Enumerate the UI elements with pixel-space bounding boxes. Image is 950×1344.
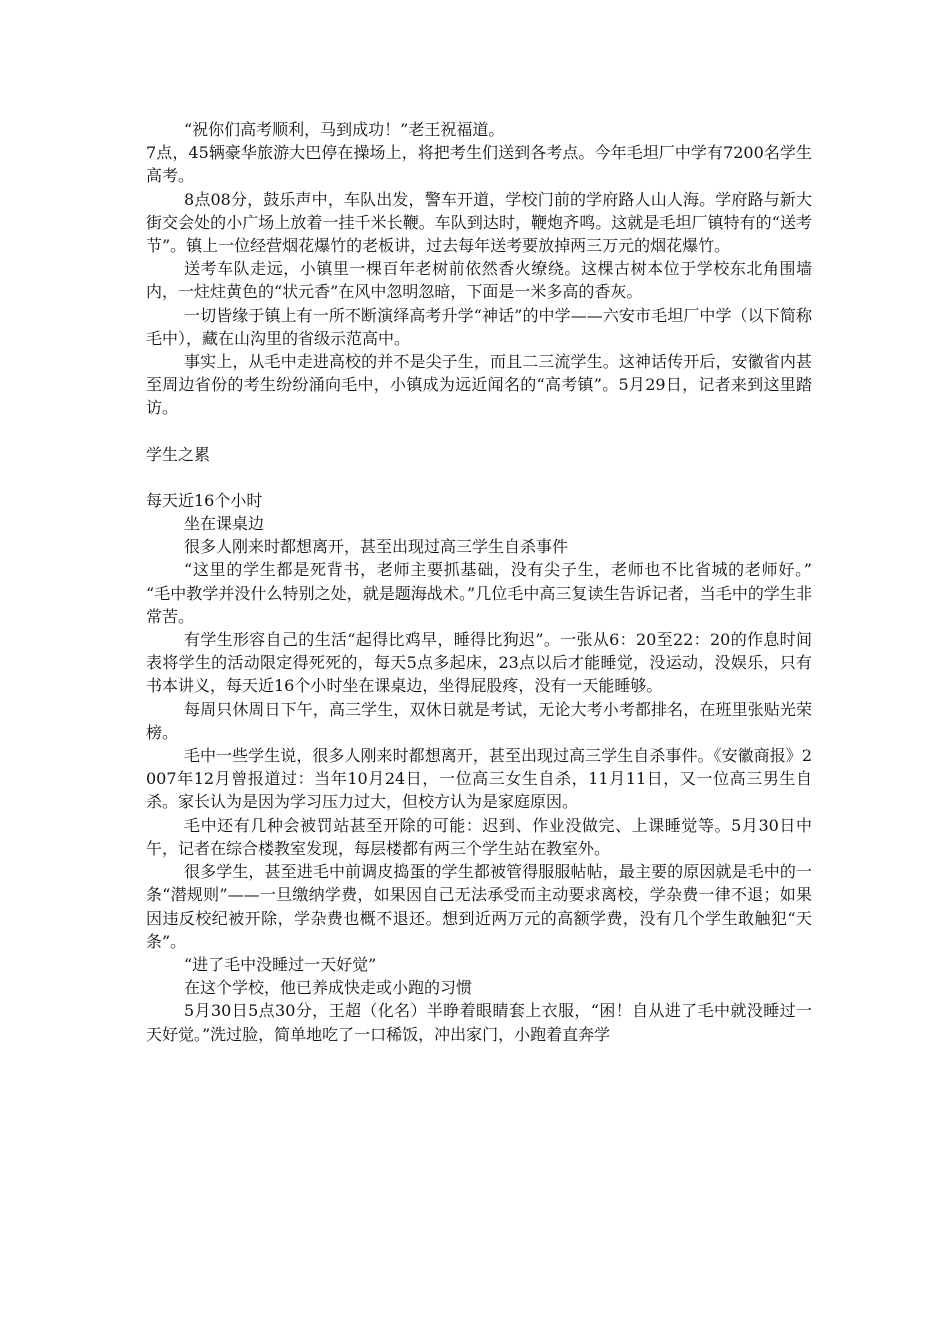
paragraph-schedule: 有学生形容自己的生活“起得比鸡早，睡得比狗迟”。一张从6：20至22：20的作息时间表将学生的活动限定得死死的，每天5点多起床，23点以后才能睡觉，没运动，没娱乐，只有书本讲义，每天近16个小时坐在课桌边，坐得屁股疼，没有一天能睡够。: [146, 630, 812, 696]
spacer: [146, 466, 812, 489]
paragraph-wang-chao: 5月30日5点30分，王超（化名）半睁着眼睛套上衣服，“困！自从进了毛中就没睡过一天好觉。”洗过脸，简单地吃了一口稀饭，冲出家门，小跑着直奔学: [146, 1001, 812, 1044]
paragraph-weekly-rest: 每周只休周日下午，高三学生，双休日就是考试，无论大考小考都排名，在班里张贴光荣榜。: [146, 699, 812, 742]
subhead-hours: 每天近16个小时: [146, 490, 263, 510]
paragraph-exam-town: 事实上，从毛中走进高校的并不是尖子生，而且二三流学生。这神话传开后，安徽省内甚至周边省份的考生纷纷涌向毛中，小镇成为远近闻名的“高考镇”。5月29日，记者来到这里踏访。: [146, 352, 812, 418]
subhead-desk: 坐在课桌边: [184, 514, 265, 534]
subhead-no-sleep: “进了毛中没睡过一天好觉”: [184, 954, 377, 974]
section-title: 学生之累: [146, 444, 211, 464]
paragraph-convoy: 8点08分，鼓乐声中，车队出发，警车开道，学校门前的学府路人山人海。学府路与新大街交会处的小广场上放着一挂千米长鞭。车队到达时，鞭炮齐鸣。这就是毛坦厂镇特有的“送考节”。镇上一位经营烟花爆竹的老板讲，过去每年送考要放掉两三万元的烟花爆竹。: [146, 189, 812, 256]
subhead-leave: 很多人刚来时都想离开，甚至出现过高三学生自杀事件: [184, 537, 569, 557]
paragraph-old-tree: 送考车队走远，小镇里一棵百年老树前依然香火缭绕。这棵古树本位于学校东北角围墙内，一炷炷黄色的“状元香”在风中忽明忽暗，下面是一米多高的香灰。: [146, 259, 812, 302]
paragraph-blessing: “祝你们高考顺利，马到成功！”老王祝福道。: [184, 120, 505, 139]
spacer: [146, 420, 812, 443]
paragraph-punishment: 毛中还有几种会被罚站甚至开除的可能：迟到、作业没做完、上课睡觉等。5月30日中午，记者在综合楼教室发现，每层楼都有两三个学生站在教室外。: [146, 815, 812, 858]
paragraph-unwritten-rule: 很多学生，甚至进毛中前调皮捣蛋的学生都被管得服服帖帖，最主要的原因就是毛中的一条“潜规则”——一旦缴纳学费，如果因自己无法承受而主动要求离校，学杂费一律不退；如果因违反校纪被开除，学杂费也概不退还。想到近两万元的高额学费，没有几个学生敢触犯“天条”。: [146, 862, 812, 951]
paragraph-school-intro: 一切皆缘于镇上有一所不断演绎高考升学“神话”的中学——六安市毛坦厂中学（以下简称毛中），藏在山沟里的省级示范高中。: [146, 305, 812, 348]
paragraph-rote-learning: “这里的学生都是死背书，老师主要抓基础，没有尖子生，老师也不比省城的老师好。” “毛中教学并没什么特别之处，就是题海战术。”几位毛中高三复读生告诉记者，当毛中的学生非常苦。: [146, 560, 812, 626]
paragraph-buses: 7点，45辆豪华旅游大巴停在操场上，将把考生们送到各考点。今年毛坦厂中学有7200名学生高考。: [146, 143, 812, 186]
document-page: [146, 118, 812, 1046]
subhead-habit: 在这个学校，他已养成快走或小跑的习惯: [184, 978, 473, 998]
paragraph-suicide-report: 毛中一些学生说，很多人刚来时都想离开，甚至出现过高三学生自杀事件。《安徽商报》2007年12月曾报道过：当年10月24日，一位高三女生自杀，11月11日，又一位高三男生自杀。家长认为是因为学习压力过大，但校方认为是家庭原因。: [146, 746, 812, 812]
